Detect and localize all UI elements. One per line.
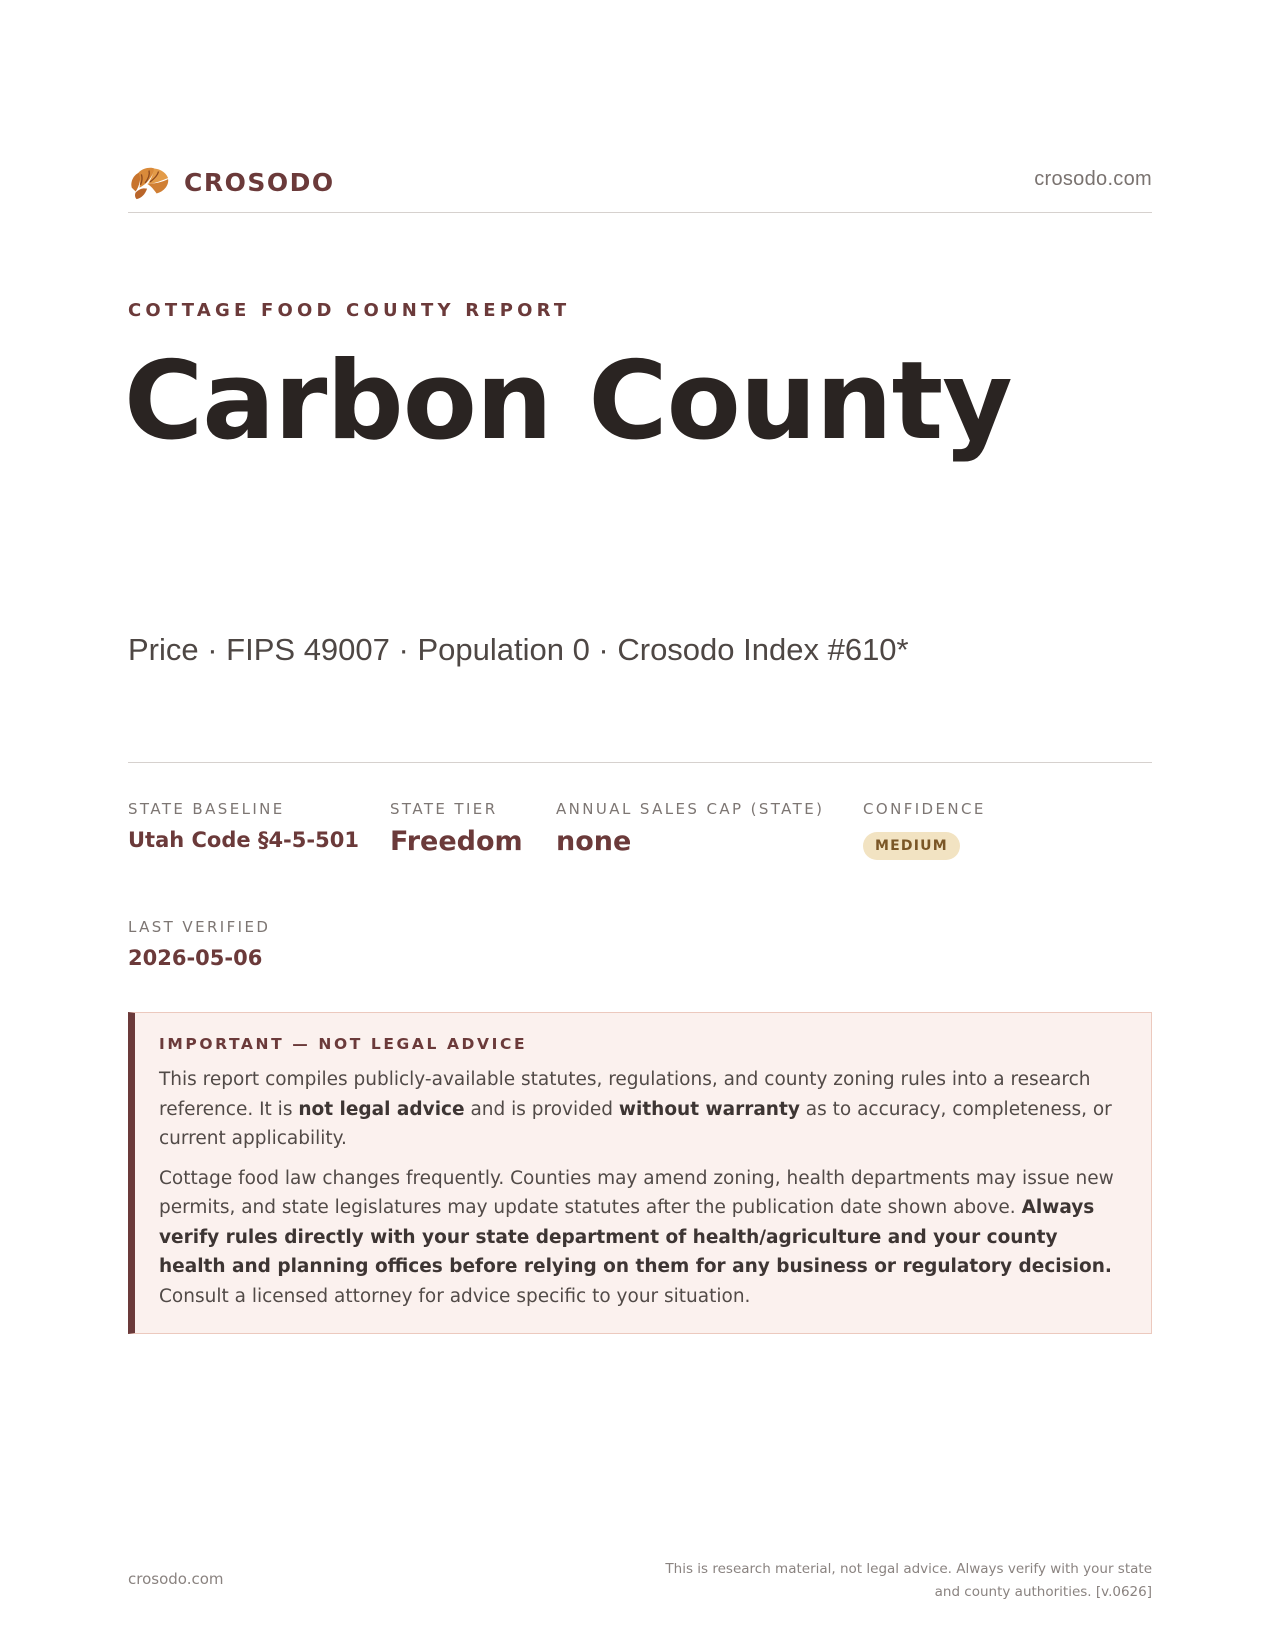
fact-state-tier: [390, 800, 523, 857]
fact-label: CONFIDENCE: [863, 800, 986, 818]
report-page: [124, 0, 1152, 1650]
disclaimer-paragraph-2: [159, 1164, 1125, 1312]
confidence-badge: MEDIUM: [863, 832, 960, 860]
callout-title: IMPORTANT — NOT LEGAL ADVICE: [159, 1035, 528, 1053]
brand-name: CROSODO: [184, 167, 335, 197]
fact-label: LAST VERIFIED: [128, 918, 271, 936]
county-summary: Price · FIPS 49007 · Population 0 · Crosodo Index #610*: [128, 632, 909, 667]
fact-state-baseline: [128, 800, 359, 852]
fact-value: Freedom: [390, 826, 523, 857]
text-run: and is provided: [464, 1098, 619, 1120]
text-run: Consult a licensed attorney for advice specific to your situation.: [159, 1285, 751, 1307]
fact-label: STATE TIER: [390, 800, 498, 818]
disclaimer-paragraph-1: [159, 1065, 1125, 1154]
fact-label: ANNUAL SALES CAP (STATE): [556, 800, 825, 818]
divider: [128, 762, 1152, 763]
legal-disclaimer-callout: [128, 1012, 1152, 1334]
page-title: Carbon County: [124, 339, 1012, 464]
fact-confidence: [863, 800, 986, 860]
fact-value: none: [556, 826, 632, 857]
footer-disclaimer: [612, 1558, 1152, 1604]
emphasis-not-legal-advice: not legal advice: [298, 1098, 465, 1120]
footer-line: and county authorities. [v.0626]: [934, 1584, 1152, 1600]
text-run: Cottage food law changes frequently. Counties may amend zoning, health departments may issue new permits, and state legislatures may update statutes after the publication date shown above.: [159, 1167, 1114, 1218]
footer-site[interactable]: crosodo.com: [128, 1570, 224, 1588]
report-eyebrow: COTTAGE FOOD COUNTY REPORT: [128, 300, 571, 321]
page-header: [128, 156, 1152, 213]
croissant-icon: [128, 162, 170, 202]
fact-value: Utah Code §4-5-501: [128, 828, 359, 852]
fact-value: 2026-05-06: [128, 946, 263, 970]
fact-label: STATE BASELINE: [128, 800, 285, 818]
fact-last-verified: [128, 918, 270, 970]
emphasis-verify-rules: Always verify rules directly with your state department of health/agriculture and your county health and planning offices before relying on them for any business or regulatory decision.: [159, 1197, 1112, 1277]
fact-sales-cap: [556, 800, 824, 857]
site-link[interactable]: crosodo.com: [1034, 168, 1152, 190]
brand[interactable]: [128, 162, 335, 202]
text-run: as to accuracy, completeness, or current applicability.: [159, 1098, 1112, 1149]
footer-line: This is research material, not legal advice. Always verify with your state: [665, 1561, 1152, 1577]
text-run: This report compiles publicly-available statutes, regulations, and county zoning rules into a research reference. It is: [159, 1069, 1091, 1120]
emphasis-without-warranty: without warranty: [618, 1098, 800, 1120]
